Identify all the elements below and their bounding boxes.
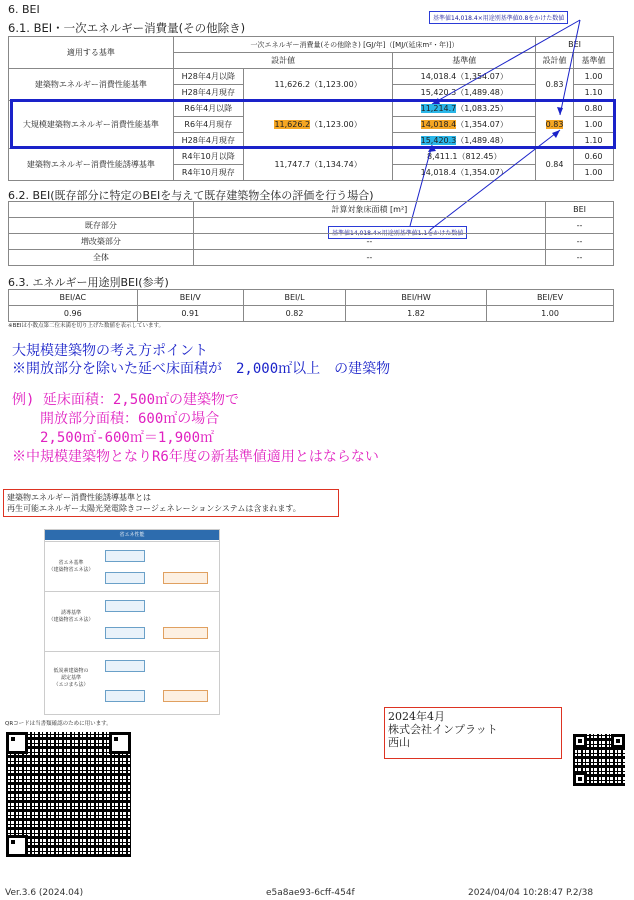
area-cell: -- <box>193 250 545 266</box>
design-cell: 11,626.2（1,123.00） <box>243 69 393 101</box>
footnote: ※BEIは小数点第二位未満を切り上げた数値を表示しています。 <box>8 323 165 329</box>
table-row <box>9 218 614 234</box>
diagram-box <box>163 690 208 702</box>
note-mid: 基準値14,018.4×用途別基準値1.1をかけた数値 <box>328 226 467 239</box>
base-paren: （1,354.07） <box>456 120 508 129</box>
table-row <box>9 250 614 266</box>
arrow-line <box>432 20 580 104</box>
value-v: 0.91 <box>137 306 243 322</box>
diagram-row <box>45 651 219 715</box>
footer-timestamp: 2024/04/04 10:28:47 P.2/38 <box>468 888 594 898</box>
base-paren: （1,489.48） <box>456 136 508 145</box>
period-cell: H28年4月以降 <box>173 69 243 85</box>
base-number-highlight: 11,214.7 <box>420 104 457 113</box>
stamp-company: 株式会社インプラット <box>388 723 498 736</box>
arrow-line <box>560 20 580 115</box>
qr-note: QRコードは当書類確認のために用います。 <box>5 721 112 727</box>
qr-finder-icon <box>573 734 587 748</box>
definition-line2: 再生可能エネルギー太陽光発電除きコージェネレーションシステムは含まれます。 <box>7 504 301 513</box>
arrow-head <box>432 98 440 104</box>
bei-design-cell: 0.83 <box>536 69 574 101</box>
s62-title: 6.2. BEI(既存部分に特定のBEIを与えて既存建築物全体の評価を行う場合) <box>8 189 374 202</box>
base-paren: （1,083.25） <box>456 104 508 113</box>
example-line1: 例) 延床面積：2,500㎡の建築物で <box>12 392 240 408</box>
area-cell: -- <box>193 234 545 250</box>
diagram-box <box>163 627 208 639</box>
period-cell: H28年4月現存 <box>173 85 243 101</box>
arrow-head <box>428 145 436 152</box>
period-cell: R4年10月現存 <box>173 165 243 181</box>
footer-version: Ver.3.6 (2024.04) <box>5 888 84 898</box>
diagram-row-label: 誘導基準 （建築物省エネ法） <box>48 610 94 623</box>
diagram-box <box>105 690 145 702</box>
diagram-box <box>105 550 145 562</box>
bei-base-cell: 1.00 <box>574 117 614 133</box>
diagram-box <box>105 660 145 672</box>
stamp-box <box>384 707 562 759</box>
qr-finder-icon <box>6 835 28 857</box>
standards-diagram <box>44 529 220 715</box>
diagram-row-label: 低炭素建築物の 認定基準 （エコまち法） <box>53 668 89 688</box>
base-number-highlight: 14,018.4 <box>420 120 457 129</box>
footer-hash: e5a8ae93-6cff-454f <box>266 888 355 898</box>
blank-header <box>9 202 194 218</box>
col-area: 計算対象床面積 [m²] <box>193 202 545 218</box>
header-ac: BEI/AC <box>9 290 138 306</box>
diagram-row <box>45 591 219 651</box>
group-label: 建築物エネルギー消費性能誘導基準 <box>9 149 174 181</box>
bei-cell: -- <box>546 250 614 266</box>
value-ac: 0.96 <box>9 306 138 322</box>
row-label: 既存部分 <box>9 218 194 234</box>
value-hw: 1.82 <box>346 306 487 322</box>
base-number-highlight: 15,420.3 <box>420 136 457 145</box>
qr-finder-icon <box>6 732 28 754</box>
arrow-head <box>557 107 563 115</box>
s61-title: 6.1. BEI・一次エネルギー消費量(その他除き) <box>8 21 246 35</box>
bei-base-cell: 1.00 <box>574 165 614 181</box>
callout-line1: 大規模建築物の考え方ポイント <box>12 343 208 359</box>
bei-base-cell: 0.60 <box>574 149 614 165</box>
qr-finder-icon <box>573 772 587 786</box>
col-bei: BEI <box>536 37 614 53</box>
diagram-row-label: 省エネ基準 （建築物省エネ法） <box>48 560 94 573</box>
qr-finder-icon <box>109 732 131 754</box>
diagram-row <box>45 541 219 591</box>
stamp-date: 2024年4月 <box>388 710 445 723</box>
bei-cell: -- <box>546 218 614 234</box>
qr-code-small <box>573 734 625 786</box>
col-base: 基準値 <box>393 53 536 69</box>
arrow-head <box>552 130 560 138</box>
qr-code-large <box>6 732 131 857</box>
table-row <box>9 306 614 322</box>
s63-title: 6.3. エネルギー用途別BEI(参考) <box>8 276 169 289</box>
design-cell: 11,747.7（1,134.74） <box>243 149 393 181</box>
example-line2: 開放部分面積：600㎡の場合 <box>40 411 220 427</box>
bei-base-cell: 1.10 <box>574 133 614 149</box>
period-cell: R4年10月以降 <box>173 149 243 165</box>
definition-box <box>3 489 339 517</box>
base-paren: （1,489.48） <box>456 88 508 97</box>
example-line3: 2,500㎡-600㎡＝1,900㎡ <box>40 430 215 446</box>
base-number: 15,420.3 <box>420 88 457 97</box>
group-label: 大規模建築物エネルギー消費性能基準 <box>9 101 174 149</box>
base-cell: 14,018.4（1,354.07） <box>393 69 536 85</box>
bei-design-cell: 0.84 <box>536 149 574 181</box>
bei-cell: -- <box>546 234 614 250</box>
section-title: 6. BEI <box>8 3 40 16</box>
design-paren: （1,123.00） <box>310 120 362 129</box>
area-cell <box>193 218 545 234</box>
diagram-box <box>105 600 145 612</box>
base-cell: 14,018.4（1,354.07） <box>393 165 536 181</box>
table-row <box>9 234 614 250</box>
qr-finder-icon <box>611 734 625 748</box>
period-cell: R6年4月以降 <box>173 101 243 117</box>
diagram-box <box>105 627 145 639</box>
existing-bei-table <box>8 201 614 266</box>
usage-bei-table <box>8 289 614 322</box>
col-energy: 一次エネルギー消費量(その他除き) [GJ/年]（[MJ/(延床m²・年)]） <box>173 37 535 53</box>
period-cell: R6年4月現存 <box>173 117 243 133</box>
bei-base-cell: 1.10 <box>574 85 614 101</box>
diagram-box <box>163 572 208 584</box>
period-cell: H28年4月現存 <box>173 133 243 149</box>
col-standard: 適用する基準 <box>9 37 174 69</box>
bei-base-cell: 1.00 <box>574 69 614 85</box>
diagram-box <box>105 572 145 584</box>
definition-line1: 建築物エネルギー消費性能誘導基準とは <box>7 493 151 502</box>
bei-design-highlight: 0.83 <box>545 120 564 129</box>
header-ev: BEI/EV <box>487 290 614 306</box>
value-ev: 1.00 <box>487 306 614 322</box>
header-v: BEI/V <box>137 290 243 306</box>
col-bei-design: 設計値 <box>536 53 574 69</box>
diagram-header: 省エネ性能 <box>45 530 219 540</box>
value-l: 0.82 <box>243 306 345 322</box>
note-top: 基準値14,018.4×用途別基準値0.8をかけた数値 <box>429 11 568 24</box>
col-bei-base: 基準値 <box>574 53 614 69</box>
group-label: 建築物エネルギー消費性能基準 <box>9 69 174 101</box>
col-design: 設計値 <box>173 53 393 69</box>
row-label: 全体 <box>9 250 194 266</box>
bei-base-cell: 0.80 <box>574 101 614 117</box>
base-cell: 8,411.1（812.45） <box>393 149 536 165</box>
header-hw: BEI/HW <box>346 290 487 306</box>
header-l: BEI/L <box>243 290 345 306</box>
col-bei: BEI <box>546 202 614 218</box>
design-number-highlight: 11,626.2 <box>274 120 311 129</box>
callout-line2: ※開放部分を除いた延べ床面積が 2,000㎡以上 の建築物 <box>12 361 391 377</box>
example-line4: ※中規模建築物となりR6年度の新基準値適用とはならない <box>12 449 379 465</box>
stamp-name: 西山 <box>388 736 410 749</box>
row-label: 増改築部分 <box>9 234 194 250</box>
